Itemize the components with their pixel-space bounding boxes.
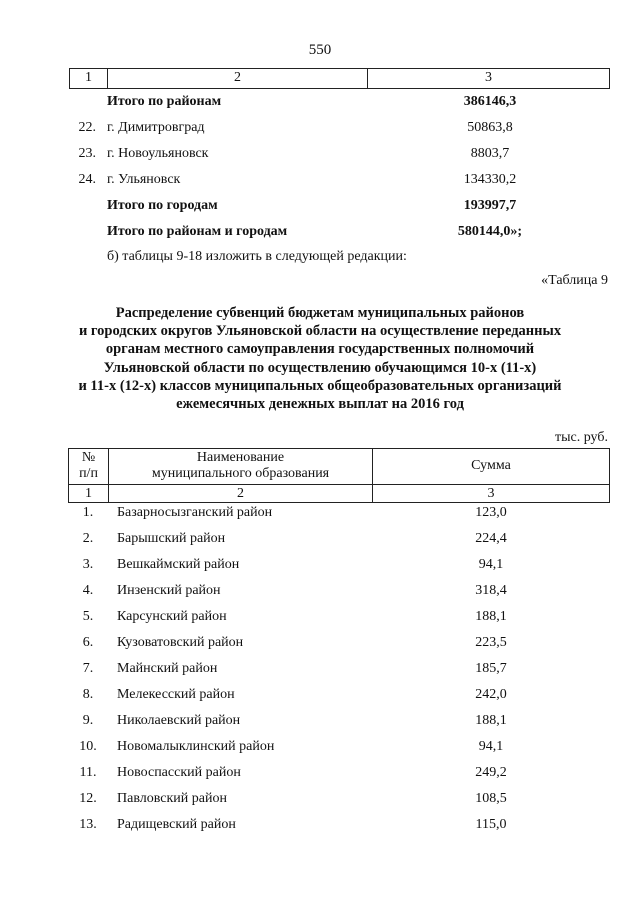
document-title xyxy=(40,304,600,413)
table2-row-num: 12. xyxy=(79,791,97,806)
table1-row-value: 134330,2 xyxy=(463,172,517,187)
table2-row-num: 8. xyxy=(82,687,94,702)
table2-row-num: 7. xyxy=(82,661,94,676)
units-label: тыс. руб. xyxy=(555,430,608,445)
table2-row-name: Павловский район xyxy=(117,791,227,806)
title-line: и городских округов Ульяновской области на осуществление переданных xyxy=(78,323,562,340)
table2-row-sum: 318,4 xyxy=(475,583,507,598)
table2-header-num: № xyxy=(81,450,96,465)
table1-row-num: 22. xyxy=(78,120,96,135)
table2-row-name: Николаевский район xyxy=(117,713,241,728)
table1-row-value: 580144,0»; xyxy=(457,224,523,239)
table2-row-sum: 94,1 xyxy=(478,557,504,572)
table2-row-sum: 185,7 xyxy=(475,661,507,676)
table2-row-sum: 223,5 xyxy=(475,635,507,650)
title-line: Ульяновской области по осуществлению обучающимся 10-х (11-х) xyxy=(103,359,537,376)
table2-row-sum: 123,0 xyxy=(475,505,507,520)
table2-row-name: Барышский район xyxy=(117,531,226,546)
table2-header-name: Наименование xyxy=(196,450,285,465)
table1-row-name: г. Ульяновск xyxy=(107,172,181,187)
table1-header-col3: 3 xyxy=(485,70,492,85)
table1-row-name: г. Димитровград xyxy=(107,120,205,135)
table2-row-num: 9. xyxy=(82,713,94,728)
table2-index-col1: 1 xyxy=(85,486,92,501)
table2-index-col3: 3 xyxy=(487,486,495,501)
table2-header-num-sub: п/п xyxy=(79,466,98,481)
table2-row-name: Кузоватовский район xyxy=(117,635,244,650)
page-number: 550 xyxy=(308,42,332,58)
table1-row-value: 50863,8 xyxy=(467,120,513,135)
table2-row-num: 11. xyxy=(79,765,97,780)
table2-row-sum: 108,5 xyxy=(475,791,507,806)
table1-row-name: Итого по городам xyxy=(107,198,218,213)
table2-row-num: 13. xyxy=(79,817,97,832)
table2-row-num: 3. xyxy=(82,557,94,572)
table2-header-sum: Сумма xyxy=(471,458,511,473)
table2-row-name: Карсунский район xyxy=(117,609,227,624)
table2-row-num: 6. xyxy=(82,635,94,650)
table2-row-num: 5. xyxy=(82,609,94,624)
table2-row-name: Новоспасский район xyxy=(117,765,241,780)
table1-row-value: 8803,7 xyxy=(470,146,510,161)
table2-row-name: Вешкаймский район xyxy=(117,557,240,572)
table1-header-col2: 2 xyxy=(234,70,241,85)
table2-row-sum: 188,1 xyxy=(475,609,507,624)
table2-row-name: Мелекесский район xyxy=(117,687,235,702)
table1-row-name: г. Новоульяновск xyxy=(107,146,209,161)
table2-row-name: Радищевский район xyxy=(117,817,236,832)
table1-row-name: Итого по районам и городам xyxy=(107,224,288,239)
table2-row-sum: 249,2 xyxy=(475,765,507,780)
table1-row-num: 23. xyxy=(78,146,96,161)
table2-row-sum: 242,0 xyxy=(475,687,507,702)
instruction-text: б) таблицы 9-18 изложить в следующей редакции: xyxy=(107,249,407,264)
table2-row-num: 10. xyxy=(79,739,97,754)
table2-header-name-sub: муниципального образования xyxy=(151,466,330,481)
table2-row-name: Майнский район xyxy=(117,661,218,676)
title-line: и 11-х (12-х) классов муниципальных общеобразовательных организаций xyxy=(78,377,562,394)
table2-index-col2: 2 xyxy=(237,486,244,501)
table1-row-value: 386146,3 xyxy=(463,94,517,109)
table1-row-name: Итого по районам xyxy=(107,94,222,109)
table1-row-num: 24. xyxy=(78,172,96,187)
title-line: органам местного самоуправления государственных полномочий xyxy=(105,341,535,358)
table2-row-num: 2. xyxy=(82,531,94,546)
table2-row-sum: 94,1 xyxy=(478,739,504,754)
table2-row-num: 1. xyxy=(82,505,94,520)
table2-row-sum: 224,4 xyxy=(475,531,507,546)
table2-row-sum: 188,1 xyxy=(475,713,507,728)
table2-row-name: Новомалыклинский район xyxy=(117,739,275,754)
table1-header-col1: 1 xyxy=(85,70,92,85)
table2-row-name: Инзенский район xyxy=(117,583,221,598)
table1-row-value: 193997,7 xyxy=(463,198,517,213)
title-line: Распределение субвенций бюджетам муниципальных районов xyxy=(115,305,525,321)
table2-row-name: Базарносызганский район xyxy=(117,505,273,520)
table2-row-num: 4. xyxy=(82,583,94,598)
table2-row-sum: 115,0 xyxy=(475,817,507,832)
table-label: «Таблица 9 xyxy=(541,273,608,288)
title-line: ежемесячных денежных выплат на 2016 год xyxy=(176,396,464,413)
